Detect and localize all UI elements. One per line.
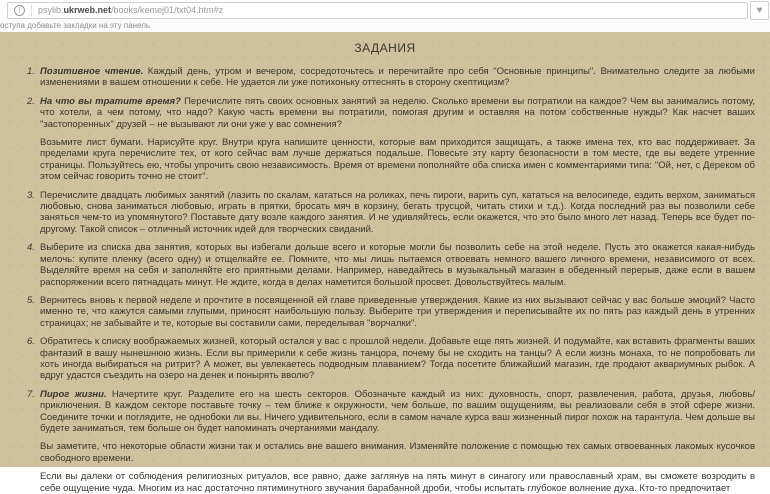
url-host: ukrweb.net <box>63 5 112 15</box>
url-text[interactable] <box>38 5 223 15</box>
paragraph <box>27 336 755 382</box>
paragraph-number: 2. <box>27 95 35 107</box>
paragraph-list <box>15 66 755 494</box>
page-title: ЗАДАНИЯ <box>354 41 416 55</box>
paragraph-text: Вы заметите, что некоторые области жизни так и остались вне вашего внимания. Изменяйте положение с помощью тех самых отвоеванных лакомых кусочков свободного времени. <box>40 441 755 464</box>
bookmarks-bar <box>0 19 770 32</box>
paragraph-lead: На что вы тратите время? <box>40 95 185 107</box>
paragraph-number: 3. <box>27 189 35 201</box>
paragraph <box>40 137 755 183</box>
url-path: /books/kemej01/txt04.htm#z <box>111 5 224 15</box>
paragraph <box>27 95 755 130</box>
heart-icon: ♥ <box>756 4 763 16</box>
paragraph <box>27 388 755 435</box>
paragraph <box>27 189 755 236</box>
paragraph-number: 7. <box>27 388 35 400</box>
paragraph-text: Перечислите пять своих основных занятий за неделю. Сколько времени вы потратили на каждое? Чем вы занимались потому, что хотели, а чем потому, что надо? Какую часть времени вы потратили, помогая другим и оставляя на потом собственные нужды? Как насчет ваших "застопоренных" друзей – не вызывают ли они уже у вас сомнения? <box>40 95 755 130</box>
browser-toolbar <box>0 0 770 19</box>
bookmarks-hint-text: оступа добавьте закладки на эту панель <box>0 21 151 30</box>
page-content <box>0 32 770 494</box>
paragraph-text: Каждый день, утром и вечером, сосредоточьтесь и перечитайте про себя "Основные принципы". Внимательно следите за любыми изменениями в вашем отношении к себе. Не удается ли уже потихоньку оттеснять в сторону скептицизм? <box>40 66 755 89</box>
paragraph-lead: Пирог жизни. <box>40 388 112 400</box>
paragraph-number: 1. <box>27 66 35 77</box>
paragraph-lead: Позитивное чтение. <box>40 66 148 77</box>
paragraph-text: Обратитесь к списку воображаемых жизней, который остался у вас с прошлой недели. Добавьте еще пять жизней. И подумайте, как вставить фрагменты ваших фантазий в вашу нынешнюю жизнь. Если вы примерили к себе жизнь танцора, почему бы не сходить на танцы? А если жизнь монаха, то не попробовать ли хоть иногда выбираться на ритрит? А может, вы увлекаетесь подводным плаванием? Тогда посетите ближайший магазин, где продают аквариумных рыбок. А вдруг удастся съездить на озеро на денек и понырять вволю? <box>40 336 755 382</box>
url-subdomain: psylib. <box>38 5 64 15</box>
paragraph-text: Возьмите лист бумаги. Нарисуйте круг. Внутри круга напишите ценности, которые вам приходится защищать, а также имена тех, кто вас поддерживает. За пределами круга перечислите тех, от кого сейчас вам лучше держаться подальше. Повесьте эту карту безопасности в том месте, где вы ведете утренние страницы. Пользуйтесь ею, чтобы упрочить свою независимость. Время от времени пополняйте оба списка имен с комментариями типа: "Ой, нет, с Дереком об этом сейчас говорить точно не стоит". <box>40 137 755 183</box>
paragraph-number: 6. <box>27 336 35 348</box>
paragraph-text: Если вы далеки от соблюдения религиозных ритуалов, все равно, даже заглянув на пять минут в синагогу или православный храм, вы сможете возродить в себе ощущение чуда. Многим из нас достаточно пятиминутного звучания барабанной дроби, чтобы испытать глубокое волнение духа. Кто-то предпочитает <box>40 471 755 494</box>
url-separator <box>31 5 32 16</box>
paragraph <box>40 441 755 464</box>
paragraph <box>27 66 755 89</box>
paragraph-number: 4. <box>27 242 35 254</box>
address-bar[interactable] <box>7 2 748 19</box>
paragraph-text: Выберите из списка два занятия, которых вы избегали дольше всего и которые могли бы позволить себе на этой неделе. Пусть это окажется какая-нибудь мелочь: купите пленку (всего одну) и отщелкайте ее. Помните, что мы лишь пытаемся отвоевать немного вашего личного времени, независимого от всех. Выделяйте время на себя и заполняйте его приятными делами. Например, наведайтесь в музыкальный магазин в обеденный перерыв, даже если в вашем распоряжении всего пятнадцать минут. Не ждите, когда в делах наметится большой просвет. Довольствуйтесь малым. <box>40 242 755 288</box>
paragraph <box>40 471 755 494</box>
paragraph-number: 5. <box>27 294 35 306</box>
paragraph <box>27 294 755 329</box>
paragraph <box>27 242 755 288</box>
paragraph-text: Вернитесь вновь к первой неделе и прочтите в посвященной ей главе приведенные утверждения. Какие из них вызывают сейчас у вас больше эмоций? Часто именно те, что кажутся самыми глупыми, приносят наибольшую пользу. Выберите три утверждения и переписывайте их по пять раз каждый день в утренних страницах; не забывайте и те, которые вы составили сами, переделывая "ворчалки". <box>40 294 755 329</box>
paragraph-text: Перечислите двадцать любимых занятий (лазить по скалам, кататься на роликах, печь пироги, варить суп, кататься на велосипеде, ездить верхом, заниматься любовью, снова заниматься любовью, играть в прятки, бросать мяч в корзину, бегать трусцой, читать стихи и т.д.). Когда последний раз вы позволили себе заняться чем-то из упомянутого? Поставьте дату возле каждого занятия. И не удивляйтесь, если окажется, что это было много лет назад. Теперь все будет по-другому. Такой список – отличный источник идей для творческих свиданий. <box>40 189 755 235</box>
paragraph-text: Начертите круг. Разделите его на шесть секторов. Обозначьте каждый из них: духовность, спорт, развлечения, работа, друзья, любовь/приключения. В каждом секторе поставьте точку – тем ближе к окружности, чем больше, по вашим ощущениям, вы реализовали себя в этой сфере жизни. Соедините точки и поглядите, не однобоки ли вы. Ничего удивительного, если в самом начале курса ваш жизненный пирог похож на тарантула. Чем дольше вы будете заниматься, тем больше он будет напоминать очертаниями мандалу. <box>40 388 755 434</box>
bookmark-heart-button[interactable] <box>750 1 769 20</box>
page-info-icon[interactable]: i <box>14 5 25 16</box>
